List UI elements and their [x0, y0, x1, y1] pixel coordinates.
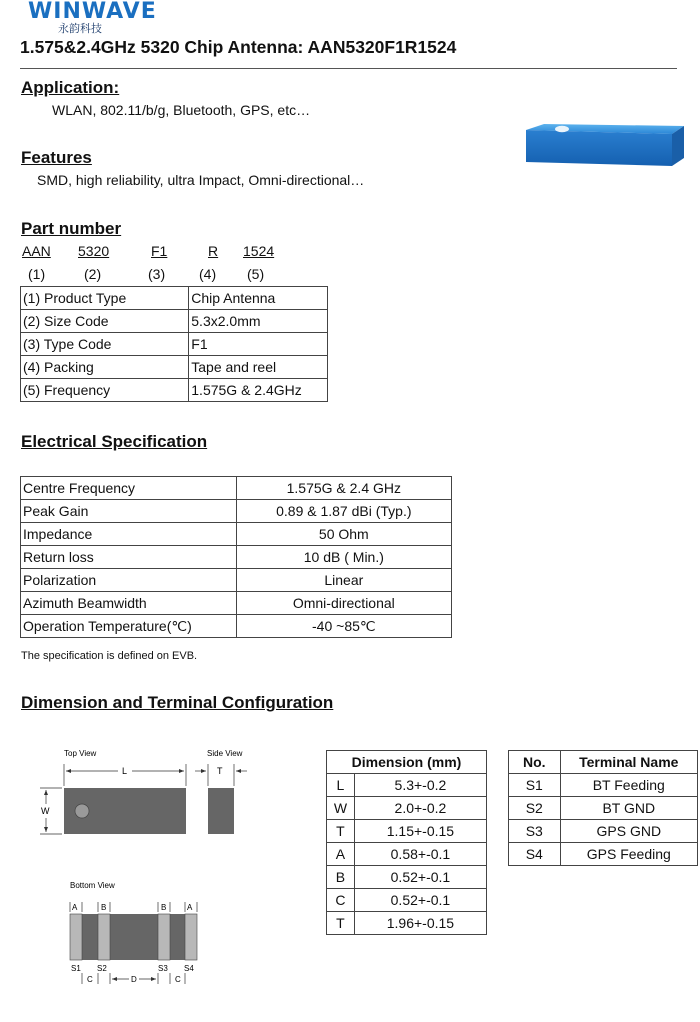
dimension-heading: Dimension and Terminal Configuration: [21, 693, 334, 712]
table-cell: (1) Product Type: [21, 287, 189, 310]
table-cell: S2: [509, 797, 561, 820]
table-cell: A: [327, 843, 355, 866]
dim-label-t: T: [217, 766, 223, 776]
table-row: [21, 500, 452, 523]
table-row: [21, 287, 328, 310]
dim-label-a-left: A: [72, 903, 78, 912]
table-header-row: [509, 751, 698, 774]
terminal-s1: [70, 914, 82, 960]
side-view-label: Side View: [207, 749, 243, 758]
part-code-1: AAN: [22, 243, 51, 259]
application-text: WLAN, 802.11/b/g, Bluetooth, GPS, etc…: [52, 102, 311, 118]
top-view-label: Top View: [64, 749, 97, 758]
dim-label-w: W: [41, 806, 50, 816]
table-cell: Peak Gain: [21, 500, 237, 523]
terminal-table-header-name: Terminal Name: [560, 751, 697, 774]
table-cell: Return loss: [21, 546, 237, 569]
table-cell: B: [327, 866, 355, 889]
terminal-label-s2: S2: [97, 964, 107, 973]
part-index-5: (5): [247, 266, 265, 282]
terminal-s2: [98, 914, 110, 960]
table-row: [327, 820, 487, 843]
part-index-3: (3): [148, 266, 166, 282]
table-cell: 0.52+-0.1: [354, 889, 486, 912]
electrical-spec-table: [20, 476, 452, 638]
table-cell: Centre Frequency: [21, 477, 237, 500]
part-code-4: R: [208, 243, 219, 259]
company-logo: [28, 2, 188, 36]
table-row: [509, 774, 698, 797]
table-cell: 5.3x2.0mm: [189, 310, 328, 333]
logo-brand: WINWAVE: [28, 0, 157, 24]
table-cell: GPS GND: [560, 820, 697, 843]
dim-label-b-right: B: [161, 903, 167, 912]
table-row: [327, 866, 487, 889]
terminal-table: [508, 750, 698, 866]
table-cell: 1.575G & 2.4 GHz: [236, 477, 451, 500]
table-cell: GPS Feeding: [560, 843, 697, 866]
table-row: [327, 843, 487, 866]
table-row: [327, 912, 487, 935]
features-heading: Features: [21, 148, 92, 167]
table-cell: Omni-directional: [236, 592, 451, 615]
table-row: [509, 820, 698, 843]
table-row: [21, 333, 328, 356]
part-number-heading: Part number: [21, 219, 122, 238]
bottom-view-label: Bottom View: [70, 881, 115, 890]
dimension-table: [326, 750, 487, 935]
table-row: [21, 379, 328, 402]
bottom-view-chip: [70, 914, 197, 960]
table-row: [21, 569, 452, 592]
part-number-table: [20, 286, 328, 402]
electrical-spec-heading: Electrical Specification: [21, 432, 208, 451]
table-cell: 0.52+-0.1: [354, 866, 486, 889]
table-cell: 2.0+-0.2: [354, 797, 486, 820]
logo-chinese: 永韵科技: [58, 22, 102, 35]
table-cell: 50 Ohm: [236, 523, 451, 546]
table-row: [509, 843, 698, 866]
table-cell: 0.89 & 1.87 dBi (Typ.): [236, 500, 451, 523]
table-cell: Azimuth Beamwidth: [21, 592, 237, 615]
terminal-table-header-no: No.: [509, 751, 561, 774]
table-cell: Chip Antenna: [189, 287, 328, 310]
table-cell: W: [327, 797, 355, 820]
terminal-s4: [185, 914, 197, 960]
part-index-1: (1): [28, 266, 46, 282]
dim-label-a-right: A: [187, 903, 193, 912]
table-cell: S4: [509, 843, 561, 866]
table-cell: 1.15+-0.15: [354, 820, 486, 843]
table-cell: S1: [509, 774, 561, 797]
part-code-5: 1524: [243, 243, 275, 259]
table-cell: Impedance: [21, 523, 237, 546]
terminal-label-s4: S4: [184, 964, 194, 973]
table-cell: Operation Temperature(℃): [21, 615, 237, 638]
table-cell: 5.3+-0.2: [354, 774, 486, 797]
table-row: [21, 546, 452, 569]
table-row: [327, 797, 487, 820]
part-index-2: (2): [84, 266, 102, 282]
table-cell: Polarization: [21, 569, 237, 592]
chip-antenna-image: [522, 120, 688, 170]
table-row: [21, 592, 452, 615]
title-divider: [20, 68, 677, 69]
table-cell: F1: [189, 333, 328, 356]
table-row: [21, 356, 328, 379]
spec-note: The specification is defined on EVB.: [21, 650, 198, 662]
table-cell: 1.96+-0.15: [354, 912, 486, 935]
dim-label-c-right: C: [175, 975, 181, 984]
table-cell: 10 dB ( Min.): [236, 546, 451, 569]
table-row: [21, 477, 452, 500]
dimension-drawing: [30, 742, 290, 992]
features-text: SMD, high reliability, ultra Impact, Omni-directional…: [37, 172, 365, 188]
table-cell: C: [327, 889, 355, 912]
dim-label-c-left: C: [87, 975, 93, 984]
table-row: [21, 615, 452, 638]
dim-label-d: D: [131, 975, 137, 984]
table-cell: -40 ~85℃: [236, 615, 451, 638]
table-cell: (4) Packing: [21, 356, 189, 379]
table-cell: T: [327, 820, 355, 843]
application-heading: Application:: [21, 78, 120, 97]
table-row: [509, 797, 698, 820]
table-cell: L: [327, 774, 355, 797]
table-cell: BT GND: [560, 797, 697, 820]
table-cell: S3: [509, 820, 561, 843]
dim-label-l: L: [122, 766, 128, 776]
table-row: [327, 774, 487, 797]
part-code-3: F1: [151, 243, 168, 259]
table-row: [21, 523, 452, 546]
dim-label-b-left: B: [101, 903, 107, 912]
table-cell: Linear: [236, 569, 451, 592]
page-title: 1.575&2.4GHz 5320 Chip Antenna: AAN5320F1R1524: [20, 37, 457, 57]
table-cell: (2) Size Code: [21, 310, 189, 333]
table-cell: BT Feeding: [560, 774, 697, 797]
terminal-label-s3: S3: [158, 964, 168, 973]
table-header-row: [327, 751, 487, 774]
table-cell: 0.58+-0.1: [354, 843, 486, 866]
side-view-chip: [208, 788, 234, 834]
part-code-2: 5320: [78, 243, 110, 259]
table-cell: (5) Frequency: [21, 379, 189, 402]
table-cell: T: [327, 912, 355, 935]
table-cell: (3) Type Code: [21, 333, 189, 356]
orientation-dot-icon: [75, 804, 89, 818]
table-row: [21, 310, 328, 333]
terminal-label-s1: S1: [71, 964, 81, 973]
table-row: [327, 889, 487, 912]
table-cell: Tape and reel: [189, 356, 328, 379]
part-index-4: (4): [199, 266, 217, 282]
table-cell: 1.575G & 2.4GHz: [189, 379, 328, 402]
terminal-s3: [158, 914, 170, 960]
dimension-table-header: Dimension (mm): [327, 751, 487, 774]
